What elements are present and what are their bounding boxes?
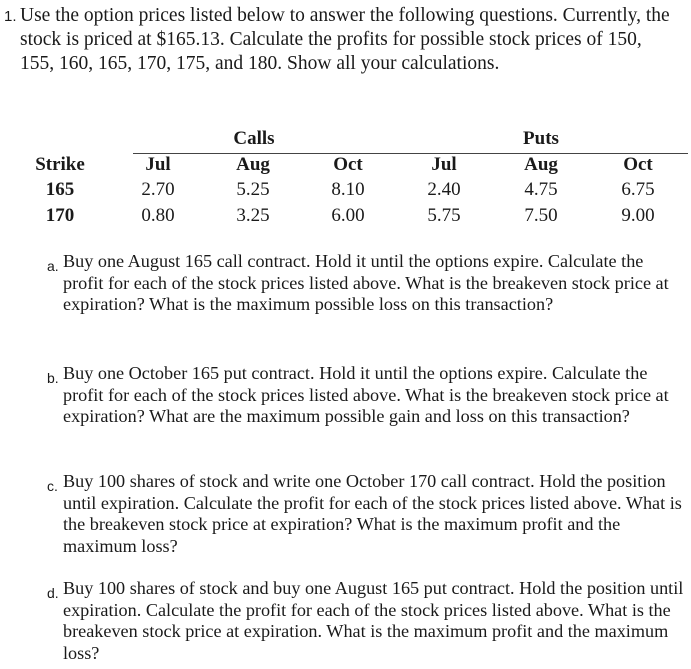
part-a-text: Buy one August 165 call contract. Hold it until the options expire. Calculate the profit for each of the stock prices listed above. What is the breakeven stock price at expiration? What is the maximum possible loss on this transaction? bbox=[63, 251, 669, 314]
part-a-letter: a. bbox=[47, 258, 59, 274]
question-number: 1. bbox=[4, 8, 17, 25]
header-puts-oct: Oct bbox=[623, 154, 653, 175]
cell-165-call-jul: 2.70 bbox=[141, 179, 175, 200]
cell-165-put-oct: 6.75 bbox=[621, 179, 655, 200]
part-b-text: Buy one October 165 put contract. Hold it until the options expire. Calculate the profit for each of the stock prices listed above. What is the breakeven stock price at expiration? What are the maximum possible gain and loss on this transaction? bbox=[63, 363, 669, 426]
cell-170-put-aug: 7.50 bbox=[524, 205, 558, 226]
cell-170-call-jul: 0.80 bbox=[141, 205, 175, 226]
header-calls-oct: Oct bbox=[333, 154, 363, 175]
part-c-letter: c. bbox=[47, 478, 58, 494]
cell-165-put-jul: 2.40 bbox=[427, 179, 461, 200]
part-b-letter: b. bbox=[47, 370, 59, 386]
strike-165: 165 bbox=[45, 179, 75, 200]
question-text: Use the option prices listed below to answer the following questions. Currently, the stock is priced at $165.13. Calculate the profits for possible stock prices of 150, 155, 160, 165, 170, 175, and 180. Show all your calculations. bbox=[20, 5, 670, 74]
cell-165-call-aug: 5.25 bbox=[236, 179, 270, 200]
cell-170-call-oct: 6.00 bbox=[331, 205, 365, 226]
calls-group-header: Calls bbox=[233, 128, 275, 149]
cell-170-put-oct: 9.00 bbox=[621, 205, 655, 226]
header-strike: Strike bbox=[35, 154, 85, 175]
part-d-text: Buy 100 shares of stock and buy one August 165 put contract. Hold the position until expiration. Calculate the profit for each of the stock prices listed above. What is the breakeven stock price at expiration. What is the maximum profit and the maximum loss? bbox=[63, 578, 684, 663]
puts-group-header: Puts bbox=[523, 128, 559, 149]
header-puts-aug: Aug bbox=[524, 154, 558, 175]
cell-170-call-aug: 3.25 bbox=[236, 205, 270, 226]
cell-165-call-oct: 8.10 bbox=[331, 179, 365, 200]
header-calls-aug: Aug bbox=[236, 154, 270, 175]
header-puts-jul: Jul bbox=[431, 154, 457, 175]
cell-170-put-jul: 5.75 bbox=[427, 205, 461, 226]
part-c-text: Buy 100 shares of stock and write one October 170 call contract. Hold the position until expiration. Calculate the profit for each of the stock prices listed above. What is the breakeven stock price at expiration? What is the maximum profit and the maximum loss? bbox=[63, 471, 682, 556]
strike-170: 170 bbox=[45, 205, 75, 226]
cell-165-put-aug: 4.75 bbox=[524, 179, 558, 200]
header-calls-jul: Jul bbox=[145, 154, 171, 175]
part-d-letter: d. bbox=[47, 585, 59, 601]
option-price-table bbox=[0, 126, 691, 236]
